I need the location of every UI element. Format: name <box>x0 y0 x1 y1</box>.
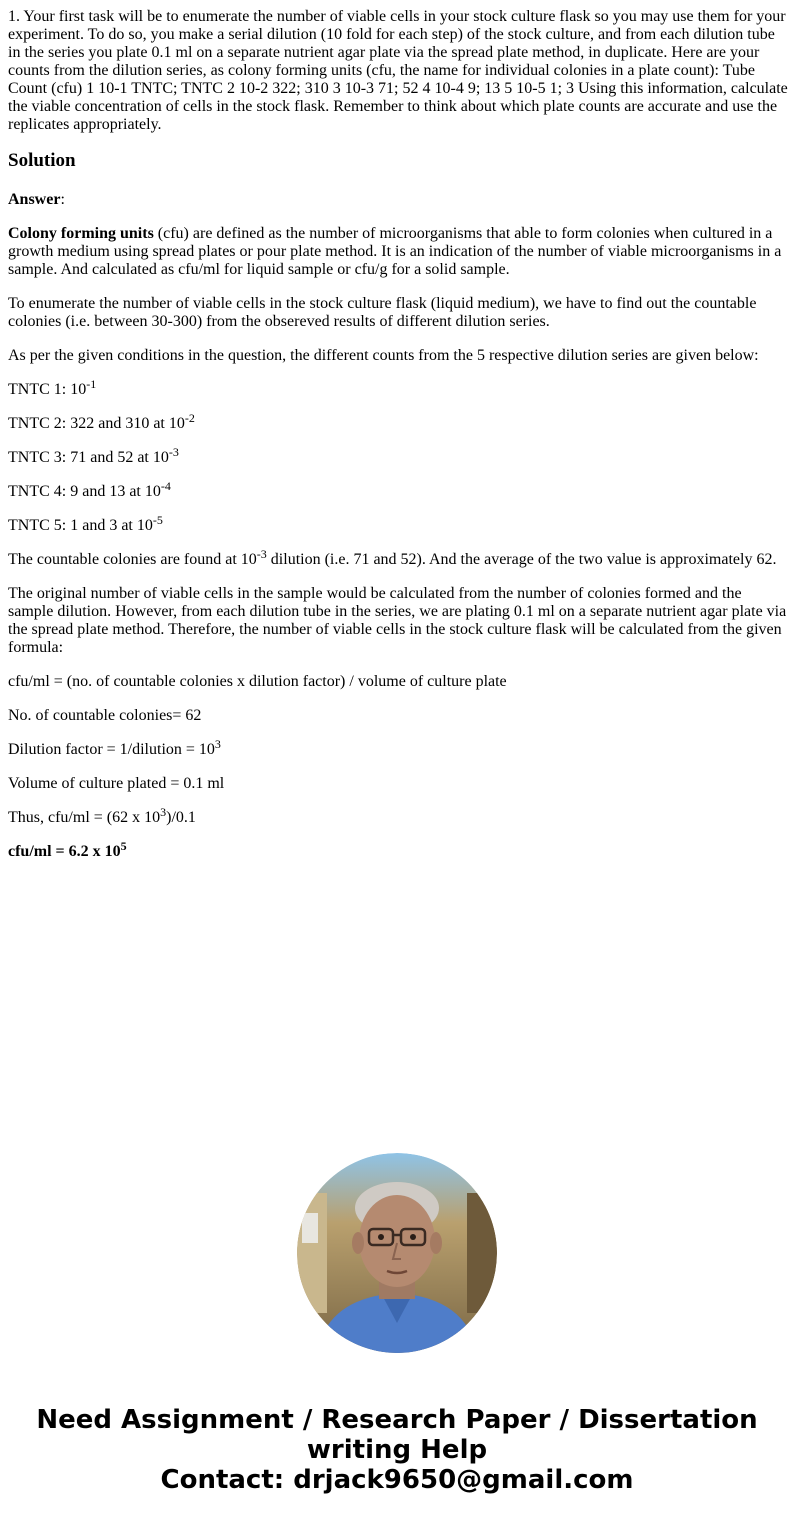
countable-text-after: dilution (i.e. 71 and 52). And the average of the two value is approximately 62. <box>266 551 777 568</box>
promo-text <box>0 1405 794 1495</box>
promo-line-2: writing Help <box>306 1435 488 1465</box>
dilution-text: TNTC 3: 71 and 52 at 10 <box>8 449 169 466</box>
cfu-term: Colony forming units <box>8 225 154 242</box>
cfu-definition-text: (cfu) are defined as the number of microorganisms that able to form colonies when cultured in a growth medium using spread plates or pour plate method. It is an indication of the number of viable microorganisms in a sample. And calculated as cfu/ml for liquid sample or cfu/g for a solid sample. <box>8 225 782 278</box>
dilution-text: TNTC 2: 322 and 310 at 10 <box>8 415 185 432</box>
result-line <box>8 839 788 861</box>
answer-label-line <box>8 191 788 209</box>
volume-line: Volume of culture plated = 0.1 ml <box>8 775 225 792</box>
solution-heading: Solution <box>8 150 76 171</box>
dilution-line-1 <box>8 377 788 399</box>
dilution-factor-exponent: 3 <box>214 737 221 751</box>
dilution-exponent: -4 <box>160 479 171 493</box>
thus-line <box>8 805 788 827</box>
dilution-factor-text: Dilution factor = 1/dilution = 10 <box>8 741 215 758</box>
dilution-text: TNTC 5: 1 and 3 at 10 <box>8 517 153 534</box>
result-exponent: 5 <box>120 839 127 853</box>
thus-text-after: )/0.1 <box>166 809 196 826</box>
author-avatar <box>297 1153 497 1353</box>
thus-exponent: 3 <box>160 805 167 819</box>
dilution-text: TNTC 1: 10 <box>8 381 87 398</box>
dilution-line-4 <box>8 479 788 501</box>
countable-text: The countable colonies are found at 10 <box>8 551 257 568</box>
conditions-paragraph: As per the given conditions in the question, the different counts from the 5 respective dilution series are given below: <box>8 347 759 364</box>
formula-line: cfu/ml = (no. of countable colonies x dilution factor) / volume of culture plate <box>8 673 507 690</box>
dilution-line-5 <box>8 513 788 535</box>
promo-section <box>0 1153 794 1495</box>
result-text: cfu/ml = 6.2 x 10 <box>8 843 121 860</box>
dilution-exponent: -2 <box>184 411 195 425</box>
colonies-line: No. of countable colonies= 62 <box>8 707 202 724</box>
dilution-line-2 <box>8 411 788 433</box>
article-body <box>8 8 788 877</box>
thus-text: Thus, cfu/ml = (62 x 10 <box>8 809 161 826</box>
dilution-exponent: -1 <box>86 377 97 391</box>
question-text: 1. Your first task will be to enumerate the number of viable cells in your stock culture flask so you may use them for your experiment. To do so, you make a serial dilution (10 fold for each step) of the stock culture, and from each dilution tube in the series you plate 0.1 ml on a separate nutrient agar plate via the spread plate method, in duplicate. Here are your counts from the dilution series, as colony forming units (cfu, the name for individual colonies in a plate count): Tube Count (cfu) 1 10-1 TNTC; TNTC 2 10-2 322; 310 3 10-3 71; 52 4 10-4 9; 13 5 10-5 1; 3 Using this information, calculate the viable concentration of cells in the stock flask. Remember to think about which plate counts are accurate and use the replicates appropriately. <box>8 8 788 133</box>
enumerate-paragraph: To enumerate the number of viable cells in the stock culture flask (liquid medium), we have to find out the countable colonies (i.e. between 30-300) from the obsereved results of different dilution series. <box>8 295 757 330</box>
dilution-text: TNTC 4: 9 and 13 at 10 <box>8 483 161 500</box>
promo-contact: Contact: drjack9650@gmail.com <box>160 1465 634 1495</box>
countable-exponent: -3 <box>256 547 267 561</box>
original-paragraph: The original number of viable cells in the sample would be calculated from the number of colonies formed and the sample dilution. However, from each dilution tube in the series, we are plating 0.1 ml on a separate nutrient agar plate via the spread plate method. Therefore, the number of viable cells in the stock culture flask will be calculated from the given formula: <box>8 585 787 656</box>
cfu-definition <box>8 225 788 279</box>
dilution-exponent: -5 <box>152 513 163 527</box>
dilution-line-3 <box>8 445 788 467</box>
dilution-factor-line <box>8 737 788 759</box>
answer-colon: : <box>60 191 65 208</box>
dilution-exponent: -3 <box>168 445 179 459</box>
answer-label: Answer <box>8 191 61 208</box>
countable-paragraph <box>8 547 788 569</box>
promo-line-1: Need Assignment / Research Paper / Dissertation <box>36 1405 758 1435</box>
